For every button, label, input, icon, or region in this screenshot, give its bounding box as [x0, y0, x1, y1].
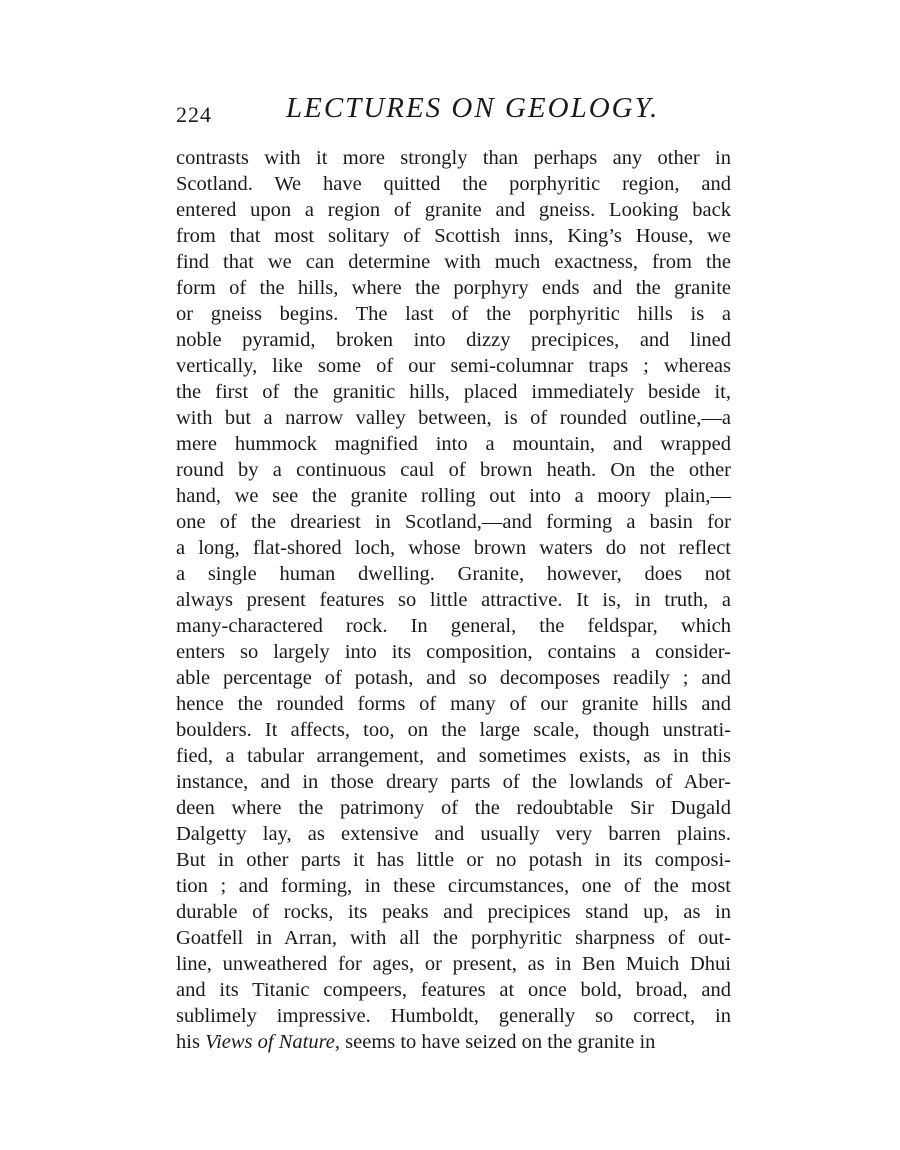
text-line: find that we can determine with much exactness, from the [176, 251, 731, 273]
page-number: 224 [176, 102, 212, 127]
text-line [176, 1029, 731, 1055]
text-line: sublimely impressive. Humboldt, generally so correct, in [176, 1005, 731, 1027]
text-line: Scotland. We have quitted the porphyritic region, and [176, 173, 731, 195]
text-line: with but a narrow valley between, is of rounded outline,—a [176, 407, 731, 429]
text-line: round by a continuous caul of brown heath. On the other [176, 459, 731, 481]
text-line: able percentage of potash, and so decomposes readily ; and [176, 667, 731, 689]
text-line: Goatfell in Arran, with all the porphyritic sharpness of out- [176, 927, 731, 949]
text-line: from that most solitary of Scottish inns, King’s House, we [176, 225, 731, 247]
text-line: durable of rocks, its peaks and precipices stand up, as in [176, 901, 731, 923]
page-header [176, 92, 731, 132]
text-line: enters so largely into its composition, contains a consider- [176, 641, 731, 663]
text-line: a single human dwelling. Granite, however, does not [176, 563, 731, 585]
book-title-italic: Views of Nature, [205, 1031, 341, 1053]
text-line: hence the rounded forms of many of our granite hills and [176, 693, 731, 715]
text-line: line, unweathered for ages, or present, as in Ben Muich Dhui [176, 953, 731, 975]
text-line: noble pyramid, broken into dizzy precipices, and lined [176, 329, 731, 351]
text-line: contrasts with it more strongly than perhaps any other in [176, 147, 731, 169]
running-title: LECTURES ON GEOLOGY. [286, 92, 660, 124]
text-line: tion ; and forming, in these circumstances, one of the most [176, 875, 731, 897]
text-segment: seems to have seized on the granite in [340, 1031, 656, 1053]
text-line: fied, a tabular arrangement, and sometimes exists, as in this [176, 745, 731, 767]
text-line: vertically, like some of our semi-columnar traps ; whereas [176, 355, 731, 377]
text-segment: his [176, 1031, 206, 1053]
text-line: deen where the patrimony of the redoubtable Sir Dugald [176, 797, 731, 819]
text-line: always present features so little attractive. It is, in truth, a [176, 589, 731, 611]
text-line: But in other parts it has little or no potash in its composi- [176, 849, 731, 871]
text-line: the first of the granitic hills, placed immediately beside it, [176, 381, 731, 403]
text-line: hand, we see the granite rolling out into a moory plain,— [176, 485, 731, 507]
body-text [176, 145, 731, 1055]
text-line: one of the dreariest in Scotland,—and forming a basin for [176, 511, 731, 533]
text-line: instance, and in those dreary parts of the lowlands of Aber- [176, 771, 731, 793]
text-line: many-charactered rock. In general, the feldspar, which [176, 615, 731, 637]
text-line: form of the hills, where the porphyry ends and the granite [176, 277, 731, 299]
text-line: entered upon a region of granite and gneiss. Looking back [176, 199, 731, 221]
text-line: boulders. It affects, too, on the large scale, though unstrati- [176, 719, 731, 741]
text-line: or gneiss begins. The last of the porphyritic hills is a [176, 303, 731, 325]
text-line: and its Titanic compeers, features at once bold, broad, and [176, 979, 731, 1001]
text-line: a long, flat-shored loch, whose brown waters do not reflect [176, 537, 731, 559]
text-line: Dalgetty lay, as extensive and usually very barren plains. [176, 823, 731, 845]
text-line: mere hummock magnified into a mountain, and wrapped [176, 433, 731, 455]
